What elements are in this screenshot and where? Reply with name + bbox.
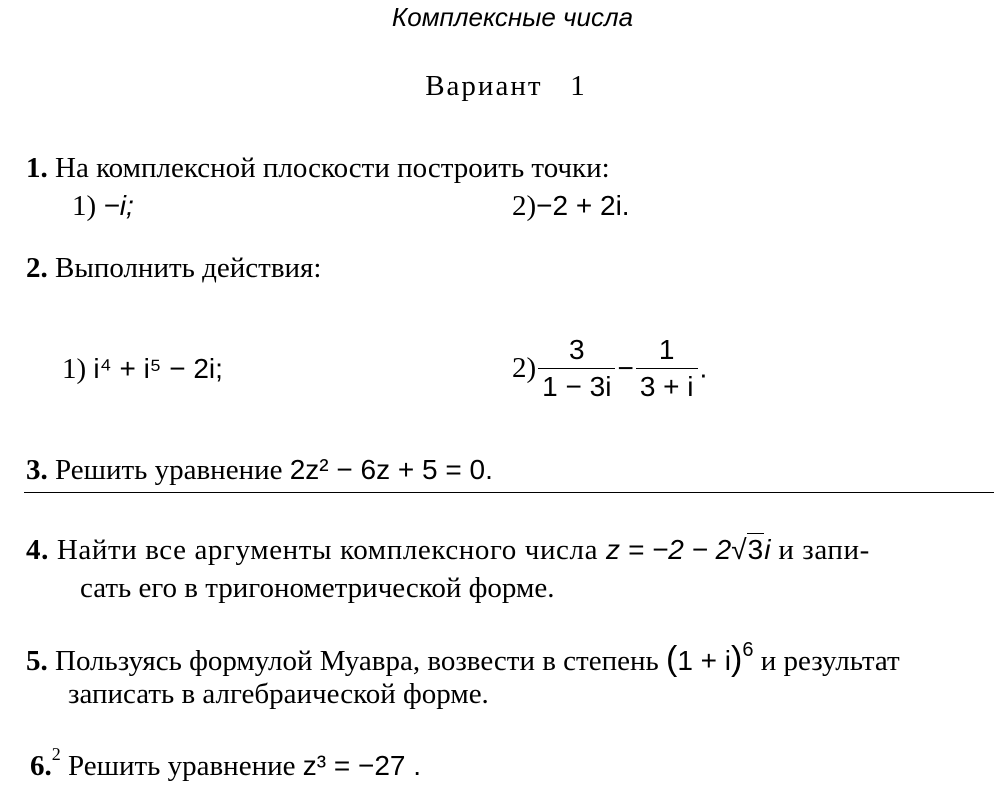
task-text: На комплексной плоскости построить точки:: [55, 152, 610, 184]
task-1-item-2: [512, 190, 630, 223]
minus-sign: −: [617, 352, 634, 384]
period: .: [699, 352, 708, 384]
task-number: 4.: [26, 534, 49, 566]
task-5-line-2: записать в алгебраической форме.: [68, 678, 489, 710]
task-text: Решить уравнение: [55, 454, 283, 486]
task-5: [26, 640, 900, 679]
task-2-item-1: [62, 353, 223, 386]
task-text: Пользуясь формулой Муавра, возвести в степень: [55, 645, 659, 677]
sqrt-radicand: 3: [747, 534, 764, 565]
task-4-line-2: сать его в тригонометрической форме.: [80, 572, 555, 604]
item-label: 2): [512, 352, 537, 384]
task-text-after: и результат: [760, 645, 900, 677]
task-text: Решить уравнение: [68, 750, 296, 782]
item-expression: −i;: [103, 190, 134, 221]
item-label: 1): [72, 190, 97, 222]
variant-title: Вариант 1: [425, 70, 587, 102]
task-expression: 2z² − 6z + 5 = 0.: [289, 454, 493, 485]
task-text: Найти все аргументы комплексного числа: [56, 534, 599, 566]
task-1: [26, 152, 610, 185]
item-label: 1): [62, 353, 87, 385]
task-3: [26, 454, 493, 487]
task-expression: $(1 + i)^6$: [665, 638, 754, 678]
task-expression: z = −2 − 2√3i: [605, 534, 771, 565]
fraction-1: [538, 332, 615, 405]
exponent: 6: [742, 638, 754, 661]
task-2-item-2: [512, 332, 707, 405]
task-text-after: и запи-: [778, 534, 870, 566]
task-number: 6.: [30, 750, 52, 782]
fraction-numerator: 1: [636, 332, 698, 369]
task-number: 5.: [26, 645, 48, 677]
fraction-denominator: 3 + i: [639, 371, 694, 402]
item-label: 2): [512, 190, 537, 222]
item-expression: −2 + 2i.: [536, 190, 630, 221]
task-4: [26, 534, 870, 567]
divider-line: [24, 492, 994, 493]
task-number: 1.: [26, 152, 48, 184]
fraction-numerator: 3: [538, 332, 615, 369]
item-expression: i⁴ + i⁵ − 2i;: [93, 353, 223, 384]
footnote-marker: 2: [51, 744, 61, 765]
fraction-denominator: 1 − 3i: [542, 371, 612, 402]
task-number: 3.: [26, 454, 48, 486]
fraction-2: [636, 332, 698, 405]
task-text: Выполнить действия:: [55, 252, 322, 284]
topic-title: Комплексные числа: [391, 2, 634, 32]
task-expression: z³ = −27 .: [302, 750, 422, 781]
task-2: [26, 252, 321, 285]
task-1-item-1: [72, 190, 134, 223]
task-6: [30, 744, 422, 783]
task-number: 2.: [26, 252, 48, 284]
